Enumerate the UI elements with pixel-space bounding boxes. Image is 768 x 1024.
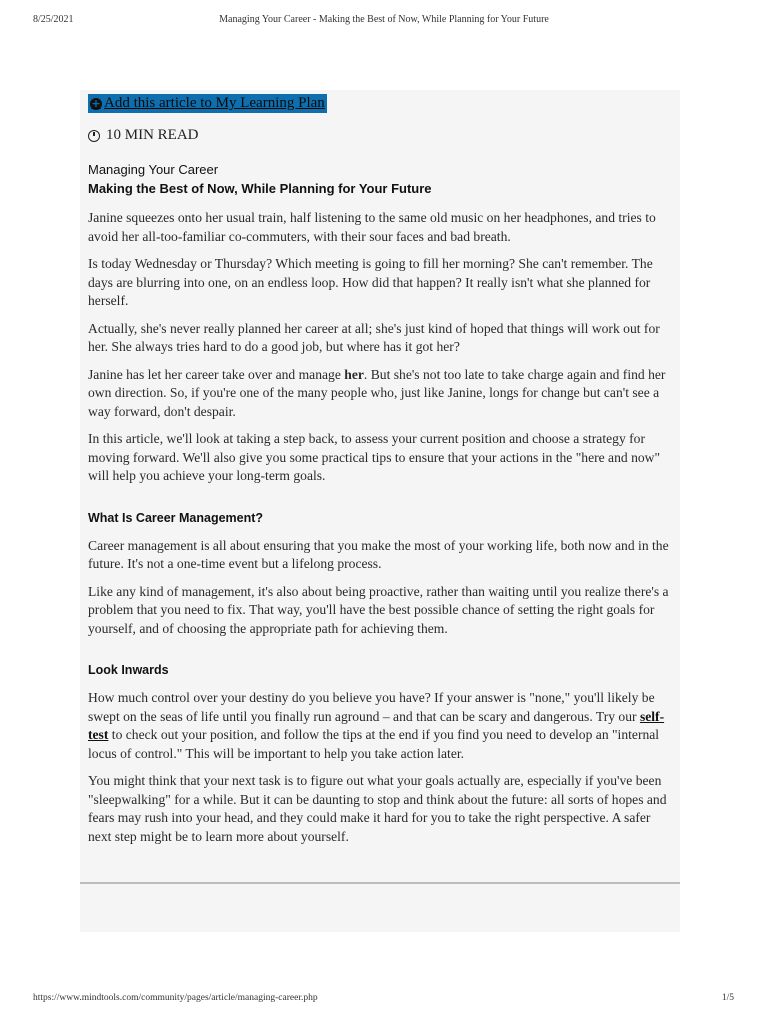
section1-paragraph-2: Like any kind of management, it's also about being proactive, rather than waiting until you realize there's a problem that you need to fix. That way, you'll have the best possible chance of setting the right goals for yourself, and of choosing the appropriate path for achieving them. (88, 583, 669, 636)
intro-paragraph-1: Janine squeezes onto her usual train, half listening to the same old music on her headphones, and tries to avoid her all-too-familiar co-commuters, with their sour faces and bad breath. (88, 210, 656, 244)
s2p1-text-b: to check out your position, and follow the tips at the end if you find you need to develop an "internal locus of control." This will be important to help you take action later. (88, 727, 660, 761)
article-title: Managing Your Career (88, 162, 219, 177)
section1-paragraph-1: Career management is all about ensuring that you make the most of your working life, both now and in the future. It's not a one-time event but a lifelong process. (88, 537, 669, 571)
section2-paragraph-2: You might think that your next task is to figure out what your goals actually are, especially if you've been "sleepwalking" for a while. But it can be daunting to stop and think about the future: all sorts of hopes and fears may rush into your head, and they could make it hard for you to take the right perspective. A safer next step might be to learn more about yourself. (88, 773, 667, 844)
plus-circle-icon: + (91, 96, 101, 110)
print-header (0, 14, 768, 28)
read-time-label: 10 MIN READ (106, 127, 199, 143)
intro-paragraph-5: In this article, we'll look at taking a step back, to assess your current position and choose a strategy for moving forward. We'll also give you some practical tips to ensure that your actions in the "here and now" will help you achieve your long-term goals. (88, 431, 661, 483)
article-body (80, 90, 680, 932)
add-to-learning-plan-label: Add this article to My Learning Plan (104, 95, 325, 111)
section-heading-career-management: What Is Career Management? (88, 510, 264, 525)
print-url: https://www.mindtools.com/community/pages/article/managing-career.php (33, 993, 318, 1003)
article-heading (88, 160, 670, 198)
article-subtitle: Making the Best of Now, While Planning for Your Future (88, 181, 432, 196)
print-page-number: 1/5 (721, 993, 734, 1003)
intro-paragraph-2: Is today Wednesday or Thursday? Which meeting is going to fill her morning? She can't remember. The days are blurring into one, on an endless loop. How did that happen? It really isn't what she planned for herself. (88, 256, 653, 308)
read-time (88, 127, 670, 144)
print-date: 8/25/2021 (33, 14, 74, 25)
p4-text-b: . But she's not too late to take charge again and find her own direction. So, if you're one of the many people who, just like Janine, longs for change but can't see a way forward, don't despair. (88, 366, 666, 419)
p4-emphasis: her (344, 366, 364, 382)
intro-paragraph-4 (88, 366, 670, 422)
p4-text-a: Janine has let her career take over and manage (88, 366, 345, 382)
intro-paragraph-3: Actually, she's never really planned her career at all; she's just kind of hoped that things will work out for her. She always tries hard to do a good job, but where has it got her? (88, 320, 660, 354)
section-heading-look-inwards: Look Inwards (88, 663, 169, 677)
s2p1-text-a: How much control over your destiny do you believe you have? If your answer is "none," you'll likely be swept on the seas of life until you finally run aground – and that can be scary and dangerous. Try our (88, 690, 655, 724)
section2-paragraph-1 (88, 689, 670, 763)
page-break-line (80, 882, 680, 884)
add-to-learning-plan-link[interactable] (88, 94, 327, 113)
clock-icon (88, 130, 100, 142)
print-doc-title: Managing Your Career - Making the Best of Now, While Planning for Your Future (219, 14, 549, 25)
self-test-link[interactable]: self-test (88, 708, 665, 742)
